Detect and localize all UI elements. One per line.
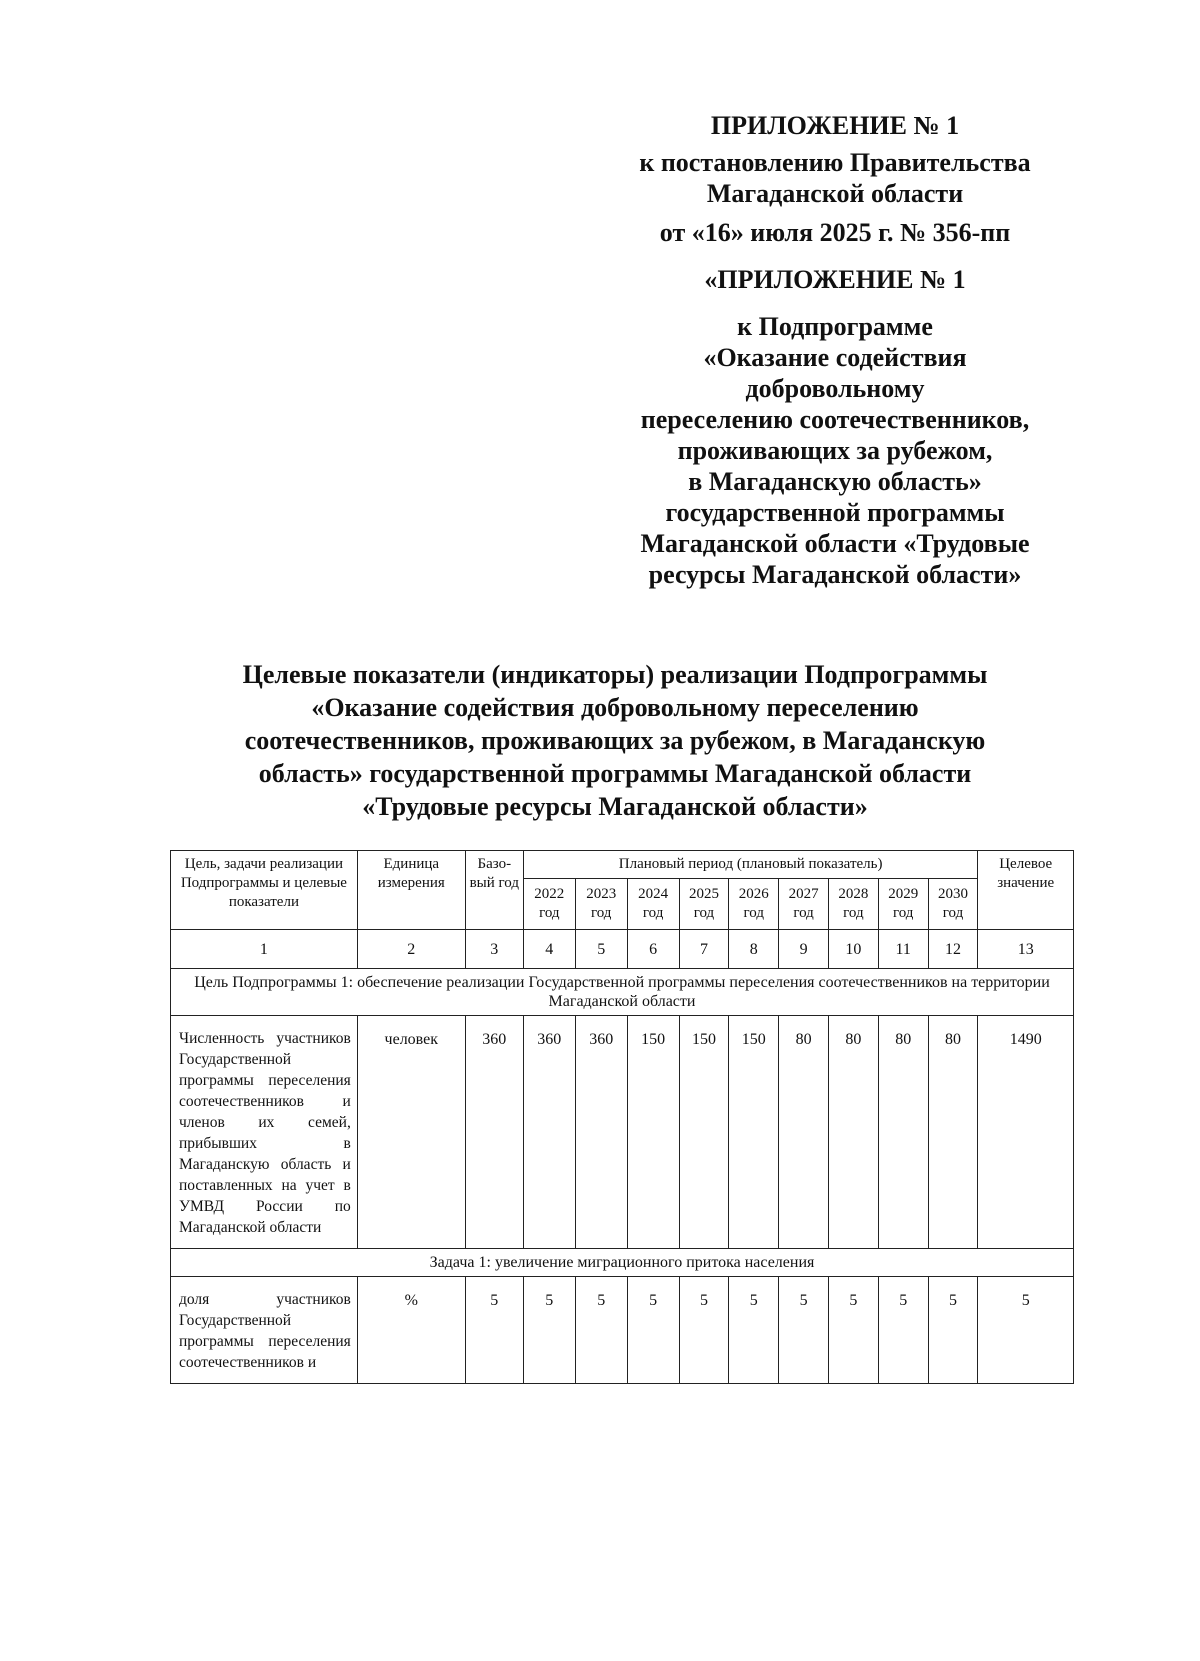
decree-line-1: к постановлению Правительства	[639, 148, 1031, 177]
title-line: область» государственной программы Магаданской области	[258, 759, 972, 788]
header-goal: Цель, задачи реализации Подпрограммы и целевые показатели	[171, 851, 358, 930]
subprogram-line: переселению соотечественников,	[640, 405, 1030, 434]
indicator-name: Численность участников Государственной программы переселения соотечественников и членов их семей, прибывших в Магаданскую область и поставленных на учет в УМВД России по Магаданской области	[171, 1016, 358, 1249]
indicator-value: 150	[729, 1016, 779, 1249]
goal-row	[171, 969, 1074, 1016]
subprogram-line: государственной программы	[665, 498, 1005, 527]
table-row	[171, 1277, 1074, 1384]
title-line: Целевые показатели (индикаторы) реализации Подпрограммы	[242, 660, 988, 689]
indicator-value: 5	[627, 1277, 679, 1384]
year-header: 2024 год	[627, 879, 679, 930]
indicator-base: 5	[465, 1277, 523, 1384]
header-target: Целевое значение	[978, 851, 1074, 930]
task-row	[171, 1249, 1074, 1277]
indicator-target: 1490	[978, 1016, 1074, 1249]
column-number: 4	[523, 930, 575, 969]
indicator-value: 5	[878, 1277, 928, 1384]
decree-date: от «16» июля 2025 г. № 356-пп	[659, 218, 1011, 247]
column-number: 2	[357, 930, 465, 969]
indicator-target: 5	[978, 1277, 1074, 1384]
indicators-table	[170, 850, 1074, 1384]
column-number: 10	[828, 930, 878, 969]
indicator-value: 5	[928, 1277, 978, 1384]
subprogram-line: «Оказание содействия	[703, 343, 967, 372]
subprogram-line: ресурсы Магаданской области»	[648, 560, 1022, 589]
indicator-value: 360	[575, 1016, 627, 1249]
year-header: 2029 год	[878, 879, 928, 930]
table-header-row	[171, 851, 1074, 879]
indicator-value: 5	[679, 1277, 729, 1384]
column-number: 11	[878, 930, 928, 969]
title-line: «Трудовые ресурсы Магаданской области»	[362, 792, 868, 821]
column-number: 1	[171, 930, 358, 969]
indicator-value: 80	[878, 1016, 928, 1249]
title-line: «Оказание содействия добровольному переселению	[311, 693, 919, 722]
column-number: 5	[575, 930, 627, 969]
indicator-value: 150	[627, 1016, 679, 1249]
column-number: 8	[729, 930, 779, 969]
header-planned-period: Плановый период (плановый показатель)	[523, 851, 978, 879]
indicator-unit: %	[357, 1277, 465, 1384]
subprogram-reference	[600, 311, 1070, 590]
decree-line-2: Магаданской области	[706, 179, 964, 208]
column-number: 9	[779, 930, 829, 969]
year-header: 2028 год	[828, 879, 878, 930]
indicator-value: 5	[575, 1277, 627, 1384]
indicator-value: 5	[523, 1277, 575, 1384]
year-header: 2022 год	[523, 879, 575, 930]
indicator-value: 80	[779, 1016, 829, 1249]
header-unit: Единица измерения	[357, 851, 465, 930]
subprogram-line: добровольному	[745, 374, 925, 403]
indicator-unit: человек	[357, 1016, 465, 1249]
goal-text: Цель Подпрограммы 1: обеспечение реализации Государственной программы переселения соотечественников на территории Магаданской области	[171, 969, 1074, 1016]
header-base-year: Базо-вый год	[465, 851, 523, 930]
year-header: 2026 год	[729, 879, 779, 930]
year-header: 2023 год	[575, 879, 627, 930]
indicator-value: 5	[828, 1277, 878, 1384]
column-number: 7	[679, 930, 729, 969]
column-number: 6	[627, 930, 679, 969]
indicator-value: 80	[828, 1016, 878, 1249]
year-header: 2025 год	[679, 879, 729, 930]
table-row	[171, 1016, 1074, 1249]
subprogram-line: к Подпрограмме	[737, 312, 933, 341]
indicator-name: доля участников Государственной программы переселения соотечественников и	[171, 1277, 358, 1384]
column-number: 13	[978, 930, 1074, 969]
document-title	[175, 658, 1055, 823]
appendix-header	[600, 110, 1070, 590]
appendix-title: ПРИЛОЖЕНИЕ № 1	[710, 111, 960, 140]
indicator-value: 80	[928, 1016, 978, 1249]
indicator-value: 360	[523, 1016, 575, 1249]
indicator-value: 5	[729, 1277, 779, 1384]
subprogram-line: в Магаданскую область»	[688, 467, 982, 496]
year-header: 2027 год	[779, 879, 829, 930]
title-line: соотечественников, проживающих за рубежом, в Магаданскую	[244, 726, 986, 755]
subprogram-line: проживающих за рубежом,	[677, 436, 993, 465]
column-number: 12	[928, 930, 978, 969]
column-number-row	[171, 930, 1074, 969]
indicator-base: 360	[465, 1016, 523, 1249]
task-text: Задача 1: увеличение миграционного притока населения	[171, 1249, 1074, 1277]
indicator-value: 150	[679, 1016, 729, 1249]
inner-appendix-title: «ПРИЛОЖЕНИЕ № 1	[704, 265, 966, 294]
column-number: 3	[465, 930, 523, 969]
indicator-value: 5	[779, 1277, 829, 1384]
year-header: 2030 год	[928, 879, 978, 930]
subprogram-line: Магаданской области «Трудовые	[640, 529, 1030, 558]
